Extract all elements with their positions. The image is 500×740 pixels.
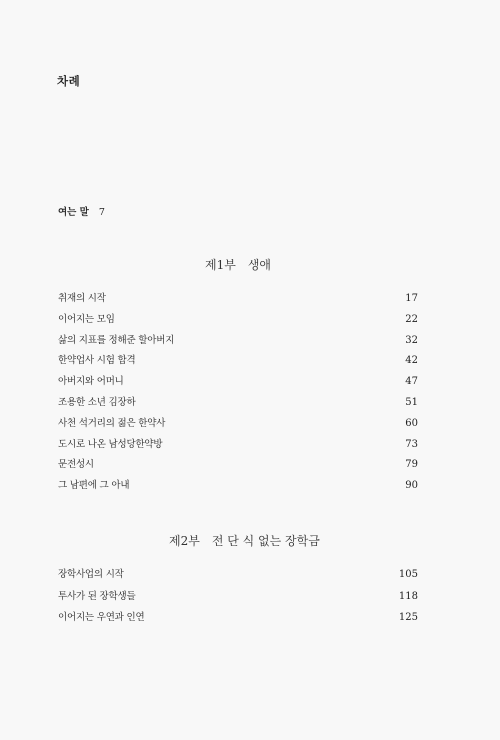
toc-item-page: 17 [405, 293, 418, 304]
part-2-toc-list [58, 566, 418, 631]
toc-item[interactable] [58, 394, 418, 415]
part-1-title: 생애 [247, 258, 272, 272]
toc-item[interactable] [58, 609, 418, 631]
toc-item-page: 47 [405, 376, 418, 388]
toc-item-title: 조용한 소년 김장하 [58, 396, 136, 408]
toc-item[interactable] [58, 352, 418, 373]
toc-item-title: 그 남편에 그 아내 [58, 480, 130, 492]
toc-item-title: 이어지는 우연과 인연 [58, 612, 145, 623]
page-title: 차례 [57, 74, 81, 88]
toc-item[interactable] [58, 566, 418, 588]
toc-item[interactable] [58, 332, 418, 353]
toc-item-title: 장학사업의 시작 [58, 569, 124, 580]
toc-item-title: 도시로 나온 남성당한약방 [58, 438, 163, 450]
part-2-heading [169, 532, 320, 549]
toc-item-page: 51 [405, 396, 418, 408]
toc-item-title: 한약업사 시험 합격 [58, 355, 136, 367]
intro-page-number: 7 [98, 207, 105, 218]
toc-item-page: 105 [398, 569, 418, 580]
toc-item-page: 125 [398, 612, 418, 623]
toc-item[interactable] [58, 290, 418, 311]
toc-item-title: 투사가 된 장학생들 [58, 590, 136, 602]
toc-item[interactable] [58, 477, 418, 498]
part-1-heading [205, 256, 271, 273]
toc-item[interactable] [58, 415, 418, 436]
toc-item-title: 문전성시 [58, 459, 94, 471]
toc-item-page: 42 [405, 355, 418, 367]
toc-item[interactable] [58, 373, 418, 394]
toc-item-title: 취재의 시작 [58, 293, 106, 304]
part-1-toc-list [58, 290, 418, 498]
toc-item-page: 73 [405, 438, 418, 450]
toc-item-page: 79 [405, 459, 418, 471]
intro-label: 여는 말 [58, 207, 89, 218]
toc-item-title: 사천 석거리의 젊은 한약사 [58, 417, 166, 429]
toc-item-page: 32 [405, 334, 418, 346]
toc-item[interactable] [58, 456, 418, 477]
intro-entry[interactable] [58, 204, 105, 218]
toc-item-title: 이어지는 모임 [58, 313, 115, 325]
toc-item-page: 60 [405, 417, 418, 429]
part-1-label: 제1부 [205, 258, 236, 272]
toc-item[interactable] [58, 588, 418, 610]
toc-item-title: 삶의 지표를 정해준 할아버지 [58, 334, 175, 346]
part-2-label: 제2부 [169, 534, 200, 548]
toc-item[interactable] [58, 311, 418, 332]
part-2-title: 전 단 식 없는 장학금 [211, 534, 320, 548]
toc-item-title: 아버지와 어머니 [58, 376, 124, 388]
toc-item-page: 118 [398, 590, 418, 602]
toc-item[interactable] [58, 436, 418, 457]
toc-item-page: 22 [405, 313, 418, 325]
toc-item-page: 90 [405, 480, 418, 492]
